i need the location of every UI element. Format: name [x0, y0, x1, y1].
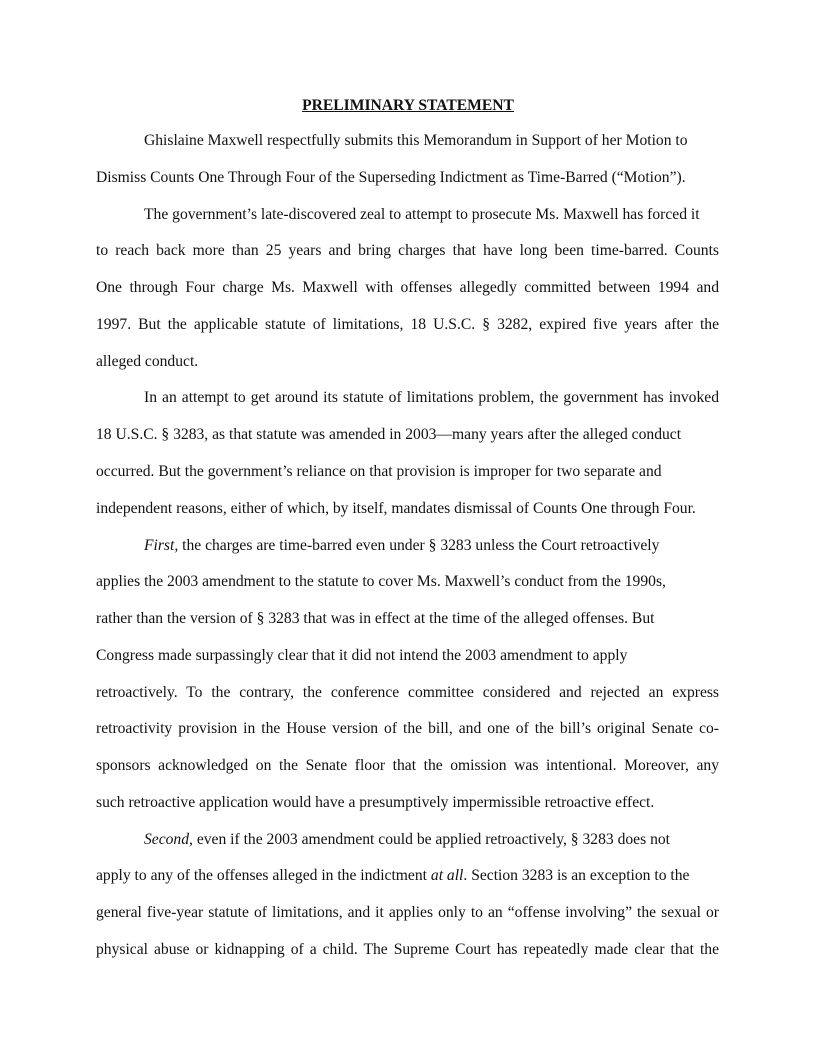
paragraph-4-line-3: rather than the version of § 3283 that was in effect at the time of the alleged offenses. But	[96, 610, 655, 627]
first-lead-in: First,	[144, 537, 179, 554]
paragraph-4-line-6: retroactivity provision in the House version of the bill, and one of the bill’s original Senate co-	[96, 720, 719, 737]
paragraph-4-line-2: applies the 2003 amendment to the statute to cover Ms. Maxwell’s conduct from the 1990s,	[96, 573, 666, 590]
paragraph-5-line-1	[144, 830, 670, 850]
paragraph-2-line-2: to reach back more than 25 years and bring charges that have long been time-barred. Counts	[96, 242, 719, 259]
paragraph-5-line-4: physical abuse or kidnapping of a child. The Supreme Court has repeatedly made clear that the	[96, 941, 719, 958]
paragraph-5-line-3: general five-year statute of limitations, and it applies only to an “offense involving” the sexual or	[96, 904, 719, 921]
paragraph-5-line-2-text-b: . Section 3283 is an exception to the	[463, 867, 690, 884]
paragraph-4-line-8: such retroactive application would have a presumptively impermissible retroactive effect.	[96, 794, 655, 811]
paragraph-4-line-4: Congress made surpassingly clear that it did not intend the 2003 amendment to apply	[96, 647, 628, 664]
paragraph-4-line-1-text: the charges are time-barred even under § 3283 unless the Court retroactively	[178, 537, 660, 554]
paragraph-5-line-2-text-a: apply to any of the offenses alleged in the indictment	[96, 867, 431, 884]
paragraph-2-line-1: The government’s late-discovered zeal to attempt to prosecute Ms. Maxwell has forced it	[144, 206, 700, 223]
paragraph-1-line-2: Dismiss Counts One Through Four of the Superseding Indictment as Time-Barred (“Motion”).	[96, 169, 686, 186]
paragraph-3-line-4: independent reasons, either of which, by itself, mandates dismissal of Counts One through Four.	[96, 500, 696, 517]
paragraph-3-line-3: occurred. But the government’s reliance on that provision is improper for two separate and	[96, 463, 662, 480]
paragraph-5-line-1-text: even if the 2003 amendment could be applied retroactively, § 3283 does not	[192, 831, 670, 848]
paragraph-2-line-5: alleged conduct.	[96, 353, 199, 370]
paragraph-4-line-5: retroactively. To the contrary, the conference committee considered and rejected an express	[96, 684, 719, 701]
paragraph-2-line-3: One through Four charge Ms. Maxwell with offenses allegedly committed between 1994 and	[96, 279, 719, 296]
second-lead-in: Second,	[144, 831, 193, 848]
paragraph-3-line-2: 18 U.S.C. § 3283, as that statute was amended in 2003—many years after the alleged conduct	[96, 426, 682, 443]
paragraph-5-line-2	[96, 866, 689, 886]
at-all-emphasis: at all	[430, 867, 464, 884]
paragraph-1-line-1: Ghislaine Maxwell respectfully submits this Memorandum in Support of her Motion to	[144, 132, 688, 149]
paragraph-4-line-1	[144, 536, 659, 556]
paragraph-3-line-1: In an attempt to get around its statute of limitations problem, the government has invoked	[144, 389, 719, 406]
paragraph-4-line-7: sponsors acknowledged on the Senate floor that the omission was intentional. Moreover, any	[96, 757, 719, 774]
page-title: PRELIMINARY STATEMENT	[302, 97, 514, 114]
paragraph-2-line-4: 1997. But the applicable statute of limitations, 18 U.S.C. § 3282, expired five years after the	[96, 316, 719, 333]
